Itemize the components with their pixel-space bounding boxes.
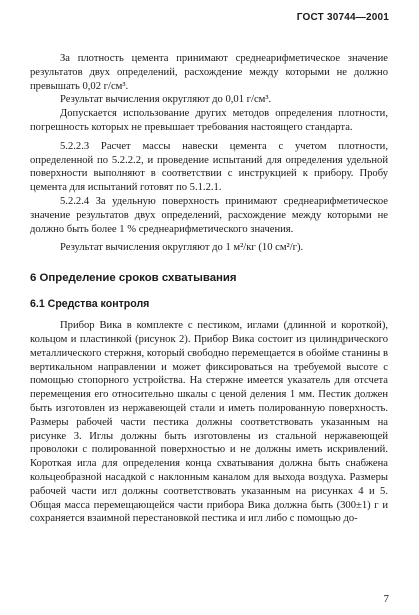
paragraph-vicat-apparatus: Прибор Вика в комплекте с пестиком, иглами (длинной и короткой), кольцом и пластинкой (рисунок 2). Прибор Вика состоит из цилиндрического металлического стержня, который свободно перемещается в обойме станины в вертикальном направлении и может фиксироваться на требуемой высоте с помощью стопорного устройства. На стержне имеется указатель для отсчета перемещения его относительно шкалы с ценой деления 1 мм. Пестик должен быть изготовлен из нержавеющей стали и иметь полированную поверхность. Размеры рабочей части пестика должны соответствовать указанным на рисунке 3. Иглы должны быть изготовлены из стальной нержавеющей проволоки с полированной поверхностью и не должны иметь искривлений. Короткая игла для определения конца схватывания должна быть снабжена кольцеобразной насадкой с наклонным каналом для выхода воздуха. Размеры рабочей части игл должны соответствовать указанным на рисунках 4 и 5. Общая масса перемещающейся части прибора Вика должна быть (300±1) г и сохраняется взаимной перестановкой пестика и игл либо с помощью до-: [30, 320, 388, 525]
standard-header: ГОСТ 30744—2001: [296, 12, 389, 23]
paragraph: Допускается использование других методов определения плотности, погрешность которых не превышает требования настоящего стандарта.: [30, 108, 388, 133]
paragraph: Результат вычисления округляют до 1 м²/кг (10 см²/г).: [60, 242, 304, 254]
page-content: [30, 52, 388, 526]
clause-5-2-2-4: 5.2.2.4 За удельную поверхность принимают среднеарифметическое значение результатов двух определений, расхождение между которыми не должно быть более 1 % среднеарифметического значения.: [30, 195, 388, 235]
page-number: 7: [383, 593, 389, 605]
clause-5-2-2-3: 5.2.2.3 Расчет массы навески цемента с учетом плотности, определенной по 5.2.2.2, и проведение испытаний для определения удельной поверхности выполняют в соответствии с инструкцией к прибору. Пробу цемента для испытаний готовят по 5.1.2.1.: [30, 140, 388, 194]
section-title: 6 Определение сроков схватывания: [30, 272, 237, 285]
subsection-title: 6.1 Средства контроля: [30, 298, 150, 311]
paragraph: За плотность цемента принимают среднеарифметическое значение результатов двух определений, расхождение между которыми не должно превышать 0,02 г/см³.: [30, 53, 388, 92]
paragraph: Результат вычисления округляют до 0,01 г/см³.: [60, 94, 272, 106]
